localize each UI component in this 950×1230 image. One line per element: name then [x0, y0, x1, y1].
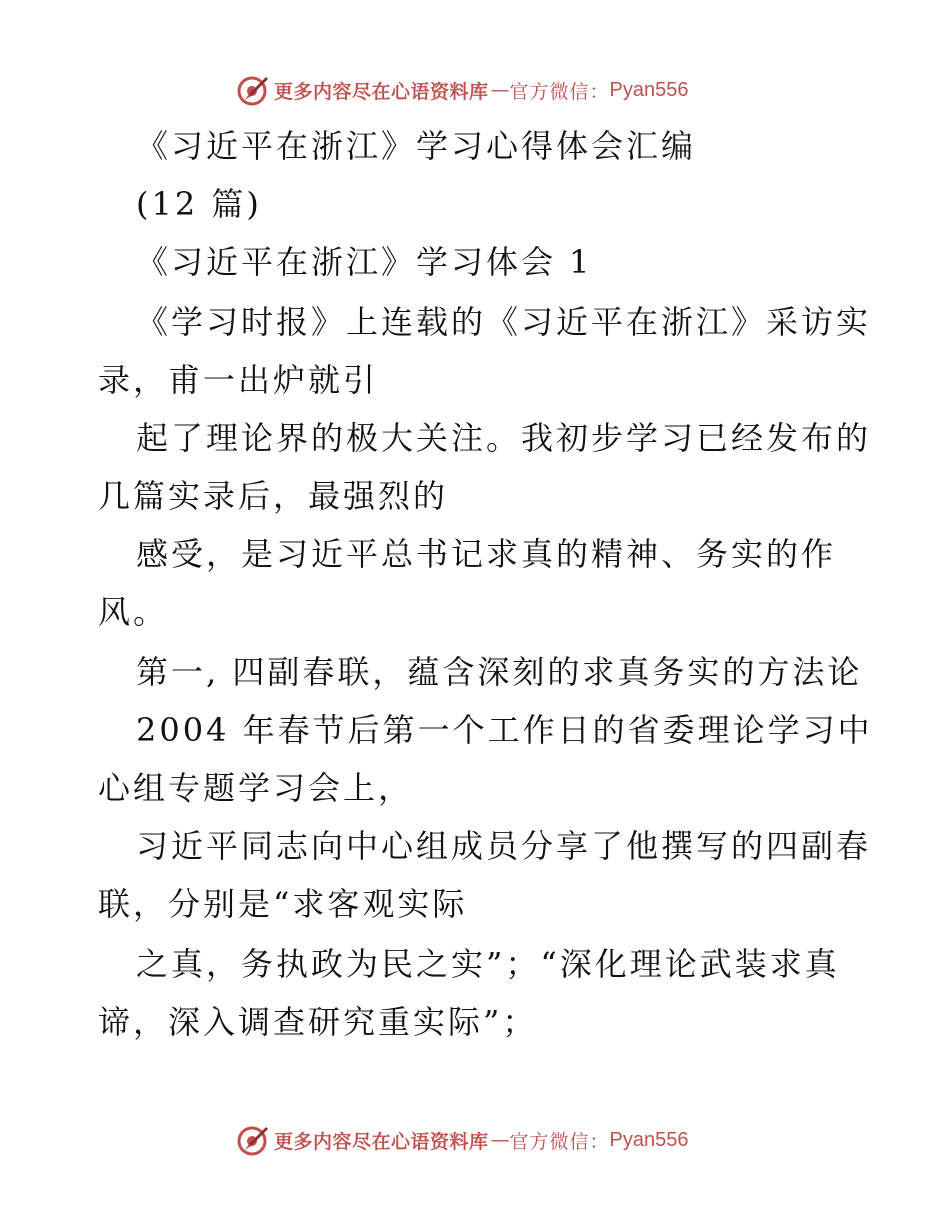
document-subtitle: (12 篇) — [136, 185, 262, 223]
paragraph-line: 《学习时报》上连载的《习近平在浙江》采访实 — [136, 303, 872, 341]
watermark-separator: — — [490, 79, 508, 101]
brush-logo-icon — [236, 73, 270, 107]
paragraph-line: 心组专题学习会上， — [98, 769, 414, 807]
brush-logo-icon — [236, 1123, 270, 1157]
watermark-wechat-id: Pyan556 — [609, 78, 689, 101]
paragraph-line: 起了理论界的极大关注。我初步学习已经发布的 — [136, 419, 872, 457]
watermark-footer — [236, 1122, 689, 1158]
paragraph-line: 几篇实录后，最强烈的 — [98, 477, 449, 515]
section-heading: 第一, 四副春联，蕴含深刻的求真务实的方法论 — [136, 653, 863, 691]
paragraph-line: 感受，是习近平总书记求真的精神、务实的作 — [136, 535, 837, 573]
watermark-brand: 更多内容尽在心语资料库 — [274, 1130, 489, 1153]
paragraph-line: 之真，务执政为民之实”；“深化理论武装求真 — [136, 945, 840, 983]
watermark-label: 官方微信： — [509, 1130, 610, 1153]
watermark-label: 官方微信： — [509, 80, 610, 103]
watermark-wechat-id: Pyan556 — [609, 1128, 689, 1151]
watermark-header — [236, 72, 689, 108]
watermark-separator: — — [490, 1129, 508, 1151]
paragraph-line: 2004 年春节后第一个工作日的省委理论学习中 — [136, 711, 873, 749]
document-title: 《习近平在浙江》学习心得体会汇编 — [136, 127, 697, 165]
watermark-brand: 更多内容尽在心语资料库 — [274, 80, 489, 103]
paragraph-line: 《习近平在浙江》学习体会 1 — [136, 243, 593, 281]
paragraph-line: 录，甫一出炉就引 — [98, 361, 379, 399]
paragraph-line: 风。 — [98, 593, 169, 631]
paragraph-line: 习近平同志向中心组成员分享了他撰写的四副春 — [136, 827, 872, 865]
paragraph-line: 联，分别是“求客观实际 — [98, 885, 468, 923]
paragraph-line: 谛，深入调查研究重实际”； — [98, 1003, 538, 1041]
